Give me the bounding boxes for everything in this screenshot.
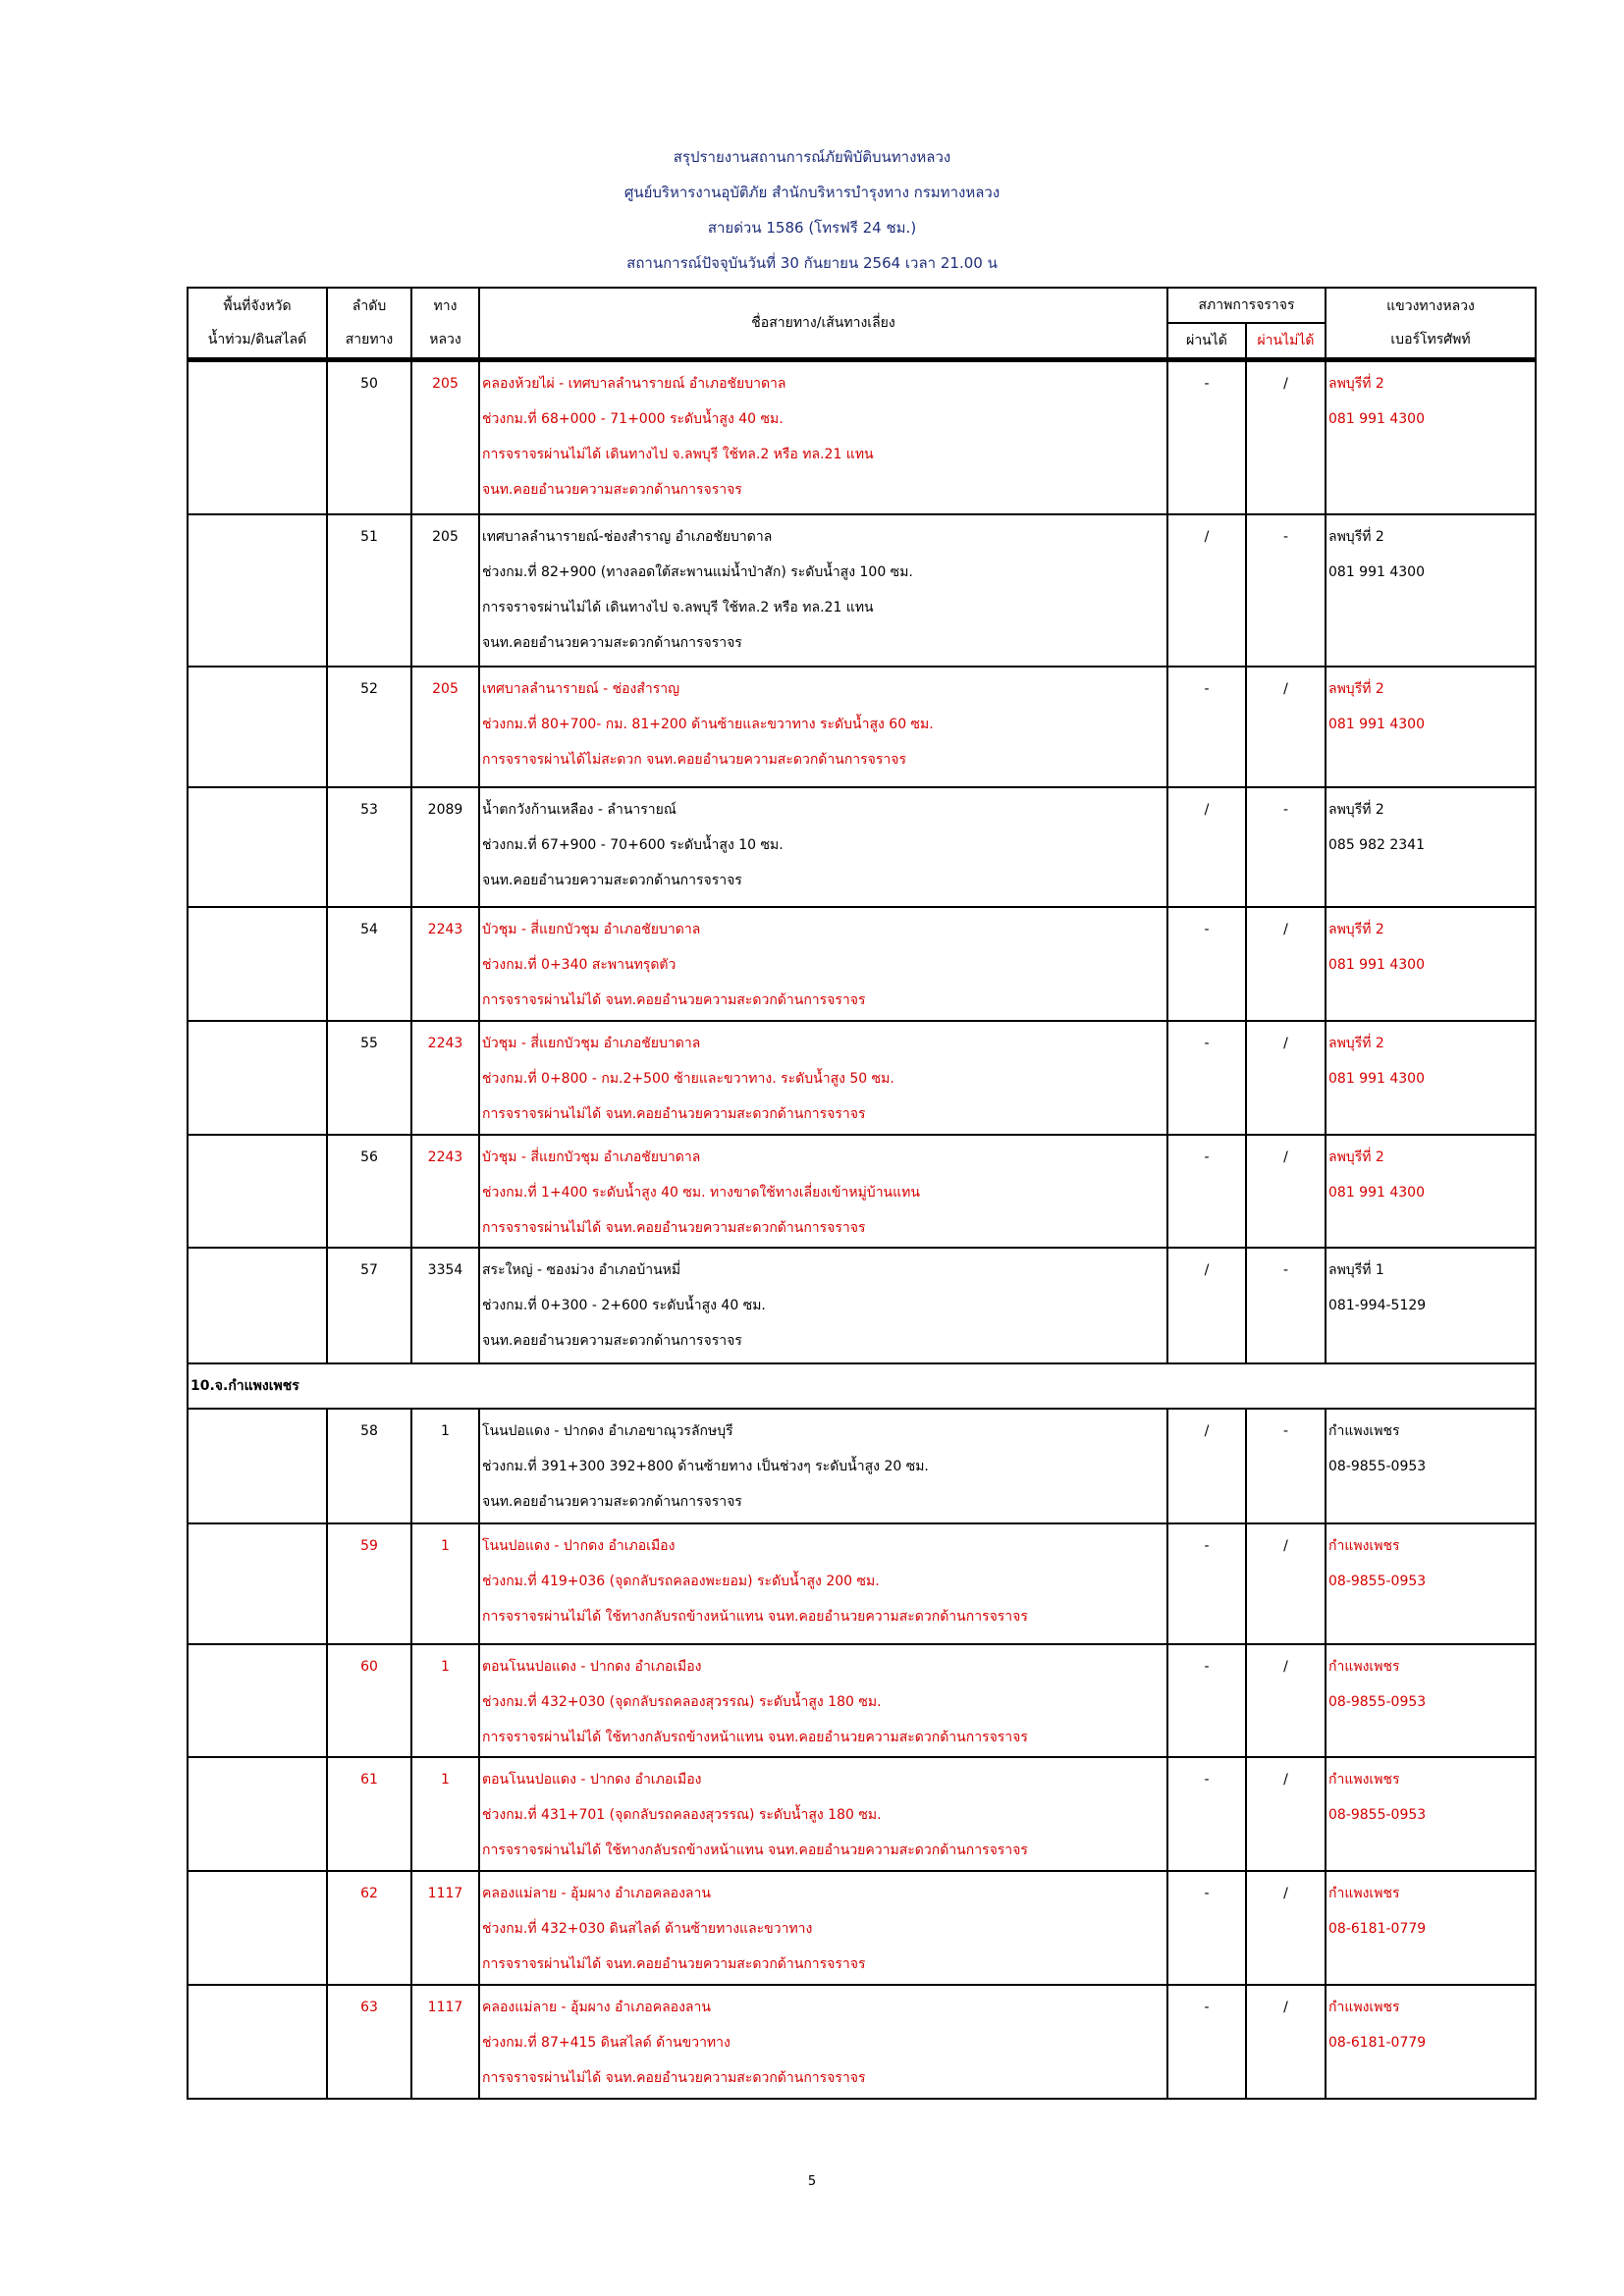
- nopass-cell: [1246, 360, 1326, 514]
- office-cell: [1326, 514, 1536, 667]
- seq-cell: [327, 1021, 411, 1135]
- seq-cell: [327, 1135, 411, 1248]
- office-phone: 081 991 4300: [1328, 1184, 1425, 1201]
- seq-number: 50: [360, 376, 378, 392]
- seq-cell: [327, 1985, 411, 2099]
- pass-mark: -: [1204, 376, 1210, 392]
- pass-cell: [1167, 514, 1246, 667]
- office-phone: 085 982 2341: [1328, 836, 1425, 853]
- route-cell: [411, 1871, 479, 1985]
- description-line: คลองแม่ลาย - อุ้มผาง อำเภอคลองลาน: [482, 1885, 711, 1901]
- area-cell: [188, 360, 327, 514]
- route-description: [479, 1248, 1167, 1363]
- col-office-line1: แขวงทางหลวง: [1386, 298, 1475, 314]
- description-line: บัวชุม - สี่แยกบัวชุม อำเภอชัยบาดาล: [482, 1148, 701, 1165]
- seq-cell: [327, 907, 411, 1021]
- description-line: ช่วงกม.ที่ 82+900 (ทางลอดใต้สะพานแม่น้ำป่าสัก) ระดับน้ำสูง 100 ซม.: [482, 563, 913, 580]
- description-line: ช่วงกม.ที่ 0+800 - กม.2+500 ซ้ายและขวาทาง. ระดับน้ำสูง 50 ซม.: [482, 1070, 894, 1087]
- col-seq-line2: สายทาง: [345, 332, 394, 347]
- route-cell: [411, 1135, 479, 1248]
- col-route: [411, 288, 479, 360]
- office-cell: [1326, 1409, 1536, 1523]
- office-cell: [1326, 667, 1536, 787]
- description-line: จนท.คอยอำนวยความสะดวกด้านการจราจร: [482, 872, 742, 888]
- seq-number: 63: [360, 1999, 378, 2015]
- col-area-line1: พื้นที่จังหวัด: [223, 298, 292, 314]
- route-description: [479, 1021, 1167, 1135]
- road-status-table: [187, 287, 1537, 2100]
- route-description: [479, 1523, 1167, 1644]
- page-number: 5: [807, 2174, 817, 2189]
- description-line: ตอนโนนปอแดง - ปากดง อำเภอเมือง: [482, 1658, 702, 1675]
- description-line: สระใหญ่ - ซองม่วง อำเภอบ้านหมี่: [482, 1261, 681, 1278]
- seq-number: 59: [360, 1537, 378, 1554]
- route-cell: [411, 907, 479, 1021]
- area-cell: [188, 667, 327, 787]
- nopass-mark: /: [1283, 376, 1288, 392]
- nopass-mark: /: [1283, 1771, 1288, 1788]
- pass-mark: /: [1204, 801, 1210, 818]
- description-line: ช่วงกม.ที่ 419+036 (จุดกลับรถคลองพะยอม) ระดับน้ำสูง 200 ซม.: [482, 1573, 880, 1589]
- pass-mark: -: [1204, 1999, 1210, 2015]
- description-line: การจราจรผ่านไม่ได้ ใช้ทางกลับรถข้างหน้าแทน จนท.คอยอำนวยความสะดวกด้านการจราจร: [482, 1608, 1028, 1625]
- description-line: การจราจรผ่านไม่ได้ ใช้ทางกลับรถข้างหน้าแทน จนท.คอยอำนวยความสะดวกด้านการจราจร: [482, 1842, 1028, 1858]
- nopass-cell: [1246, 1135, 1326, 1248]
- pass-mark: -: [1204, 1537, 1210, 1554]
- seq-number: 54: [360, 921, 378, 937]
- nopass-cell: [1246, 1248, 1326, 1363]
- col-pass: ผ่านได้: [1167, 323, 1246, 360]
- col-route-line2: หลวง: [429, 332, 461, 347]
- description-line: จนท.คอยอำนวยความสะดวกด้านการจราจร: [482, 1332, 742, 1349]
- description-line: ช่วงกม.ที่ 67+900 - 70+600 ระดับน้ำสูง 10 ซม.: [482, 836, 784, 853]
- office-phone: 081-994-5129: [1328, 1297, 1427, 1313]
- pass-cell: [1167, 1871, 1246, 1985]
- seq-cell: [327, 1644, 411, 1757]
- office-cell: [1326, 1757, 1536, 1871]
- seq-cell: [327, 1757, 411, 1871]
- pass-cell: [1167, 1757, 1246, 1871]
- col-seq: [327, 288, 411, 360]
- seq-number: 52: [360, 680, 378, 697]
- description-line: การจราจรผ่านไม่ได้ จนท.คอยอำนวยความสะดวกด้านการจราจร: [482, 2069, 866, 2086]
- office-phone: 08-6181-0779: [1328, 1920, 1427, 1937]
- office-phone: 08-9855-0953: [1328, 1458, 1427, 1474]
- nopass-cell: [1246, 1871, 1326, 1985]
- description-line: การจราจรผ่านไม่ได้ จนท.คอยอำนวยความสะดวกด้านการจราจร: [482, 1105, 866, 1122]
- description-line: การจราจรผ่านไม่ได้ ใช้ทางกลับรถข้างหน้าแทน จนท.คอยอำนวยความสะดวกด้านการจราจร: [482, 1729, 1028, 1745]
- description-line: การจราจรผ่านได้ไม่สะดวก จนท.คอยอำนวยความสะดวกด้านการจราจร: [482, 751, 906, 768]
- seq-number: 58: [360, 1422, 378, 1439]
- pass-mark: /: [1204, 528, 1210, 545]
- seq-cell: [327, 1248, 411, 1363]
- area-cell: [188, 514, 327, 667]
- pass-cell: [1167, 1135, 1246, 1248]
- route-cell: [411, 360, 479, 514]
- description-line: ตอนโนนปอแดง - ปากดง อำเภอเมือง: [482, 1771, 702, 1788]
- table-row: [188, 907, 1536, 1021]
- report-hotline: สายด่วน 1586 (โทรฟรี 24 ชม.): [707, 219, 917, 237]
- description-line: ช่วงกม.ที่ 432+030 (จุดกลับรถคลองสุวรรณ) ระดับน้ำสูง 180 ซม.: [482, 1693, 882, 1710]
- office-cell: [1326, 1644, 1536, 1757]
- seq-cell: [327, 1409, 411, 1523]
- office-name: กำแพงเพชร: [1328, 1885, 1400, 1901]
- nopass-cell: [1246, 514, 1326, 667]
- nopass-cell: [1246, 1409, 1326, 1523]
- office-cell: [1326, 1248, 1536, 1363]
- office-phone: 08-6181-0779: [1328, 2034, 1427, 2051]
- nopass-cell: [1246, 1021, 1326, 1135]
- route-number: 2243: [427, 1148, 463, 1165]
- description-line: คลองแม่ลาย - อุ้มผาง อำเภอคลองลาน: [482, 1999, 711, 2015]
- table-row: [188, 1871, 1536, 1985]
- nopass-mark: -: [1282, 1261, 1289, 1278]
- description-line: ช่วงกม.ที่ 87+415 ดินสไลด์ ด้านขวาทาง: [482, 2034, 731, 2051]
- nopass-mark: /: [1283, 1537, 1288, 1554]
- nopass-cell: [1246, 787, 1326, 907]
- route-description: [479, 1409, 1167, 1523]
- nopass-cell: [1246, 667, 1326, 787]
- nopass-mark: -: [1282, 801, 1289, 818]
- route-number: 1117: [427, 1885, 463, 1901]
- route-cell: [411, 1985, 479, 2099]
- seq-number: 62: [360, 1885, 378, 1901]
- route-cell: [411, 1021, 479, 1135]
- nopass-mark: /: [1283, 1885, 1288, 1901]
- seq-number: 56: [360, 1148, 378, 1165]
- seq-cell: [327, 1871, 411, 1985]
- table-row: [188, 1985, 1536, 2099]
- route-number: 2089: [427, 801, 463, 818]
- route-number: 1: [441, 1422, 450, 1439]
- nopass-mark: /: [1283, 1999, 1288, 2015]
- seq-cell: [327, 787, 411, 907]
- route-cell: [411, 667, 479, 787]
- nopass-cell: [1246, 907, 1326, 1021]
- description-line: โนนปอแดง - ปากดง อำเภอขาณุวรลักษบุรี: [482, 1422, 733, 1439]
- office-name: กำแพงเพชร: [1328, 1771, 1400, 1788]
- description-line: บัวชุม - สี่แยกบัวชุม อำเภอชัยบาดาล: [482, 921, 701, 937]
- area-cell: [188, 787, 327, 907]
- description-line: จนท.คอยอำนวยความสะดวกด้านการจราจร: [482, 1493, 742, 1510]
- description-line: เทศบาลลำนารายณ์-ช่องสำราญ อำเภอชัยบาดาล: [482, 528, 773, 545]
- pass-mark: /: [1204, 1422, 1210, 1439]
- nopass-mark: /: [1283, 1148, 1288, 1165]
- office-phone: 081 991 4300: [1328, 563, 1425, 580]
- area-cell: [188, 1248, 327, 1363]
- pass-mark: -: [1204, 1885, 1210, 1901]
- description-line: จนท.คอยอำนวยความสะดวกด้านการจราจร: [482, 634, 742, 651]
- section-label: 10.จ.กำแพงเพชร: [188, 1363, 1536, 1409]
- description-line: เทศบาลลำนารายณ์ - ช่องสำราญ: [482, 680, 680, 697]
- area-cell: [188, 1135, 327, 1248]
- office-cell: [1326, 1871, 1536, 1985]
- office-name: กำแพงเพชร: [1328, 1999, 1400, 2015]
- route-number: 1: [441, 1537, 450, 1554]
- report-subtitle-agency: ศูนย์บริหารงานอุบัติภัย สำนักบริหารบำรุงทาง กรมทางหลวง: [623, 184, 1001, 201]
- pass-cell: [1167, 787, 1246, 907]
- route-description: [479, 1985, 1167, 2099]
- seq-number: 51: [360, 528, 378, 545]
- office-name: ลพบุรีที่ 2: [1328, 528, 1384, 545]
- col-status: สภาพการจราจร: [1167, 288, 1326, 323]
- table-row: [188, 1021, 1536, 1135]
- table-row: [188, 514, 1536, 667]
- nopass-mark: /: [1283, 921, 1288, 937]
- office-phone: 08-9855-0953: [1328, 1806, 1427, 1823]
- description-line: การจราจรผ่านไม่ได้ จนท.คอยอำนวยความสะดวกด้านการจราจร: [482, 1955, 866, 1972]
- route-cell: [411, 1644, 479, 1757]
- area-cell: [188, 1409, 327, 1523]
- office-phone: 081 991 4300: [1328, 1070, 1425, 1087]
- area-cell: [188, 1757, 327, 1871]
- route-number: 2243: [427, 921, 463, 937]
- route-description: [479, 667, 1167, 787]
- pass-cell: [1167, 1409, 1246, 1523]
- description-line: การจราจรผ่านไม่ได้ เดินทางไป จ.ลพบุรี ใช้ทล.2 หรือ ทล.21 แทน: [482, 599, 874, 615]
- description-line: ช่วงกม.ที่ 80+700- กม. 81+200 ด้านซ้ายและขวาทาง ระดับน้ำสูง 60 ซม.: [482, 716, 934, 732]
- table-row: [188, 1409, 1536, 1523]
- col-office: [1326, 288, 1536, 360]
- col-area: [188, 288, 327, 360]
- route-description: [479, 1135, 1167, 1248]
- description-line: คลองห้วยไผ่ - เทศบาลลำนารายณ์ อำเภอชัยบาดาล: [482, 376, 786, 392]
- office-name: ลพบุรีที่ 2: [1328, 680, 1384, 697]
- nopass-cell: [1246, 1985, 1326, 2099]
- pass-cell: [1167, 1985, 1246, 2099]
- table-row: [188, 667, 1536, 787]
- description-line: บัวชุม - สี่แยกบัวชุม อำเภอชัยบาดาล: [482, 1035, 701, 1051]
- route-number: 1: [441, 1771, 450, 1788]
- route-description: [479, 360, 1167, 514]
- route-number: 205: [432, 376, 459, 392]
- route-cell: [411, 787, 479, 907]
- seq-cell: [327, 360, 411, 514]
- route-cell: [411, 1248, 479, 1363]
- pass-cell: [1167, 1248, 1246, 1363]
- route-number: 1117: [427, 1999, 463, 2015]
- office-name: ลพบุรีที่ 1: [1328, 1261, 1384, 1278]
- seq-number: 53: [360, 801, 378, 818]
- pass-mark: -: [1204, 1035, 1210, 1051]
- description-line: ช่วงกม.ที่ 1+400 ระดับน้ำสูง 40 ซม. ทางขาดใช้ทางเลี่ยงเข้าหมู่บ้านแทน: [482, 1184, 920, 1201]
- pass-cell: [1167, 1523, 1246, 1644]
- pass-cell: [1167, 360, 1246, 514]
- route-cell: [411, 1409, 479, 1523]
- nopass-cell: [1246, 1644, 1326, 1757]
- description-line: ช่วงกม.ที่ 391+300 392+800 ด้านซ้ายทาง เป็นช่วงๆ ระดับน้ำสูง 20 ซม.: [482, 1458, 929, 1474]
- seq-cell: [327, 667, 411, 787]
- office-phone: 081 991 4300: [1328, 411, 1425, 427]
- route-cell: [411, 514, 479, 667]
- description-line: ช่วงกม.ที่ 0+340 สะพานทรุดตัว: [482, 956, 677, 973]
- office-cell: [1326, 1523, 1536, 1644]
- nopass-mark: -: [1282, 528, 1289, 545]
- pass-cell: [1167, 907, 1246, 1021]
- area-cell: [188, 1871, 327, 1985]
- office-cell: [1326, 907, 1536, 1021]
- col-seq-line1: ลำดับ: [352, 298, 387, 314]
- nopass-mark: /: [1283, 680, 1288, 697]
- office-cell: [1326, 1985, 1536, 2099]
- description-line: โนนปอแดง - ปากดง อำเภอเมือง: [482, 1537, 676, 1554]
- area-cell: [188, 1985, 327, 2099]
- col-name: ชื่อสายทาง/เส้นทางเลี่ยง: [479, 288, 1167, 360]
- seq-number: 57: [360, 1261, 378, 1278]
- table-row: [188, 1135, 1536, 1248]
- office-cell: [1326, 1021, 1536, 1135]
- office-name: ลพบุรีที่ 2: [1328, 1035, 1384, 1051]
- col-office-line2: เบอร์โทรศัพท์: [1390, 332, 1471, 347]
- office-name: ลพบุรีที่ 2: [1328, 921, 1384, 937]
- route-description: [479, 1871, 1167, 1985]
- office-cell: [1326, 787, 1536, 907]
- nopass-mark: -: [1282, 1422, 1289, 1439]
- table-row: [188, 1644, 1536, 1757]
- report-title: สรุปรายงานสถานการณ์ภัยพิบัติบนทางหลวง: [673, 148, 951, 166]
- table-row: [188, 787, 1536, 907]
- route-description: [479, 1757, 1167, 1871]
- seq-number: 55: [360, 1035, 378, 1051]
- description-line: จนท.คอยอำนวยความสะดวกด้านการจราจร: [482, 482, 742, 498]
- col-route-line1: ทาง: [433, 298, 458, 314]
- area-cell: [188, 907, 327, 1021]
- office-name: ลพบุรีที่ 2: [1328, 376, 1384, 392]
- description-line: ช่วงกม.ที่ 432+030 ดินสไลด์ ด้านซ้ายทางและขวาทาง: [482, 1920, 813, 1937]
- description-line: น้ำตกวังก้านเหลือง - ลำนารายณ์: [482, 801, 677, 818]
- report-datetime: สถานการณ์ปัจจุบันวันที่ 30 กันยายน 2564 เวลา 21.00 น: [626, 254, 998, 272]
- pass-mark: -: [1204, 1148, 1210, 1165]
- route-description: [479, 907, 1167, 1021]
- description-line: ช่วงกม.ที่ 0+300 - 2+600 ระดับน้ำสูง 40 ซม.: [482, 1297, 766, 1313]
- office-name: ลพบุรีที่ 2: [1328, 1148, 1384, 1165]
- area-cell: [188, 1644, 327, 1757]
- nopass-mark: /: [1283, 1658, 1288, 1675]
- pass-mark: -: [1204, 680, 1210, 697]
- pass-cell: [1167, 667, 1246, 787]
- description-line: ช่วงกม.ที่ 431+701 (จุดกลับรถคลองสุวรรณ) ระดับน้ำสูง 180 ซม.: [482, 1806, 882, 1823]
- col-area-line2: น้ำท่วม/ดินสไลด์: [207, 332, 307, 347]
- route-number: 1: [441, 1658, 450, 1675]
- col-nopass: ผ่านไม่ได้: [1246, 323, 1326, 360]
- description-line: การจราจรผ่านไม่ได้ จนท.คอยอำนวยความสะดวกด้านการจราจร: [482, 1219, 866, 1236]
- route-description: [479, 514, 1167, 667]
- nopass-cell: [1246, 1523, 1326, 1644]
- section-row: [188, 1363, 1536, 1409]
- office-cell: [1326, 360, 1536, 514]
- table-row: [188, 1757, 1536, 1871]
- route-cell: [411, 1757, 479, 1871]
- pass-mark: -: [1204, 1771, 1210, 1788]
- seq-cell: [327, 514, 411, 667]
- office-cell: [1326, 1135, 1536, 1248]
- office-phone: 08-9855-0953: [1328, 1693, 1427, 1710]
- table-row: [188, 1248, 1536, 1363]
- office-phone: 081 991 4300: [1328, 716, 1425, 732]
- pass-cell: [1167, 1644, 1246, 1757]
- nopass-mark: /: [1283, 1035, 1288, 1051]
- route-number: 205: [432, 680, 459, 697]
- route-description: [479, 1644, 1167, 1757]
- description-line: การจราจรผ่านไม่ได้ จนท.คอยอำนวยความสะดวกด้านการจราจร: [482, 991, 866, 1008]
- office-phone: 081 991 4300: [1328, 956, 1425, 973]
- area-cell: [188, 1021, 327, 1135]
- route-description: [479, 787, 1167, 907]
- description-line: การจราจรผ่านไม่ได้ เดินทางไป จ.ลพบุรี ใช้ทล.2 หรือ ทล.21 แทน: [482, 447, 874, 462]
- seq-number: 61: [360, 1771, 378, 1788]
- pass-mark: -: [1204, 1658, 1210, 1675]
- table-row: [188, 1523, 1536, 1644]
- office-name: กำแพงเพชร: [1328, 1658, 1400, 1675]
- route-number: 2243: [427, 1035, 463, 1051]
- office-phone: 08-9855-0953: [1328, 1573, 1427, 1589]
- route-number: 205: [432, 528, 459, 545]
- pass-cell: [1167, 1021, 1246, 1135]
- pass-mark: -: [1204, 921, 1210, 937]
- office-name: ลพบุรีที่ 2: [1328, 801, 1384, 818]
- office-name: กำแพงเพชร: [1328, 1422, 1400, 1439]
- nopass-cell: [1246, 1757, 1326, 1871]
- area-cell: [188, 1523, 327, 1644]
- seq-number: 60: [360, 1658, 378, 1675]
- description-line: ช่วงกม.ที่ 68+000 - 71+000 ระดับน้ำสูง 40 ซม.: [482, 411, 784, 427]
- office-name: กำแพงเพชร: [1328, 1537, 1400, 1554]
- table-row: [188, 360, 1536, 514]
- seq-cell: [327, 1523, 411, 1644]
- route-number: 3354: [427, 1261, 463, 1278]
- route-cell: [411, 1523, 479, 1644]
- pass-mark: /: [1204, 1261, 1210, 1278]
